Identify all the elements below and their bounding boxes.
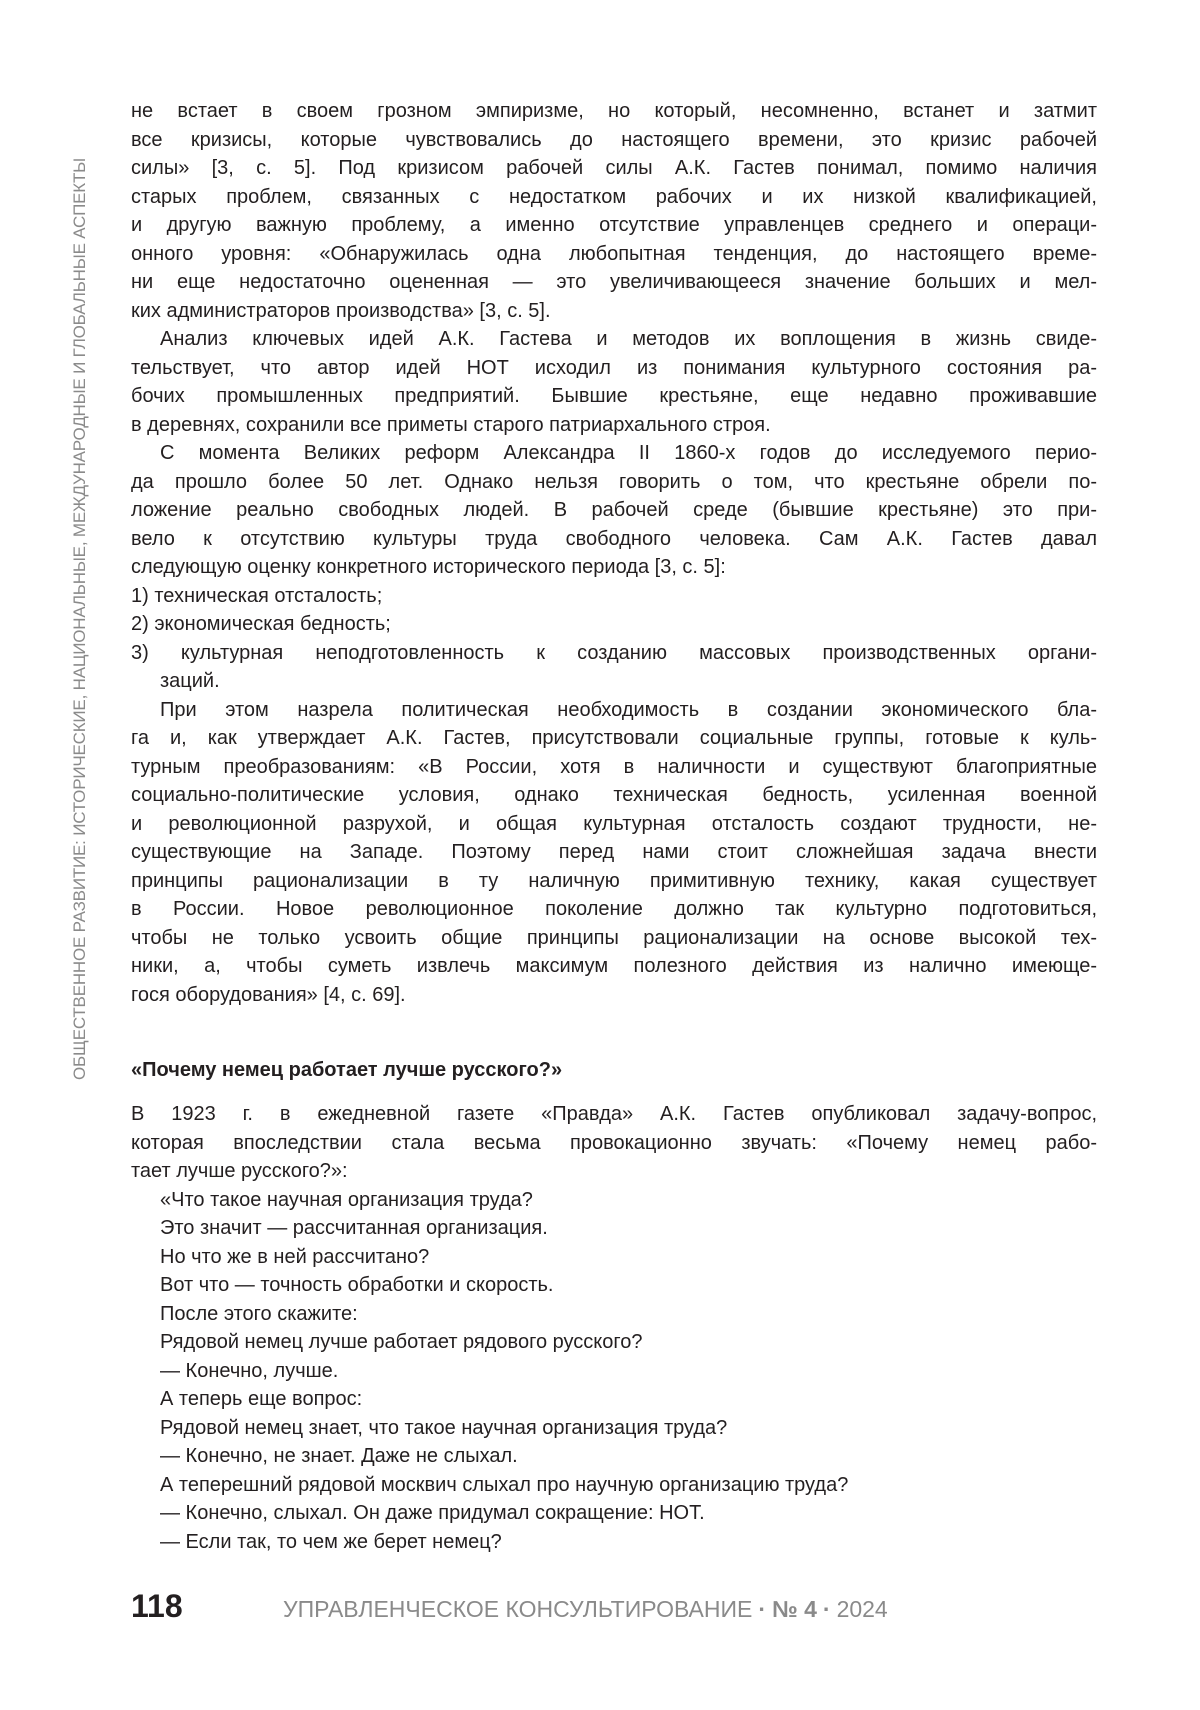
paragraph-line: ких администраторов производства» [3, с. 5].: [131, 297, 1097, 326]
paragraph-line: онного уровня: «Обнаружилась одна любопытная тенденция, до настоящего време-: [131, 240, 1097, 269]
dialogue-line: — Конечно, лучше.: [131, 1357, 1097, 1386]
list-item: 2) экономическая бедность;: [131, 610, 1097, 639]
paragraph-line: в России. Новое революционное поколение должно так культурно подготовиться,: [131, 895, 1097, 924]
paragraph-line: существующие на Западе. Поэтому перед нами стоит сложнейшая задача внести: [131, 838, 1097, 867]
dialogue-line: — Конечно, не знает. Даже не слыхал.: [131, 1442, 1097, 1471]
separator: ·: [758, 1596, 766, 1623]
article-body-bottom: [131, 1100, 1097, 1556]
dialogue-line: Рядовой немец знает, что такое научная организация труда?: [131, 1414, 1097, 1443]
paragraph-line: га и, как утверждает А.К. Гастев, присутствовали социальные группы, готовые к куль-: [131, 724, 1097, 753]
paragraph-line: силы» [3, с. 5]. Под кризисом рабочей силы А.К. Гастев понимал, помимо наличия: [131, 154, 1097, 183]
paragraph-line: следующую оценку конкретного исторического периода [3, с. 5]:: [131, 553, 1097, 582]
paragraph-line: и революционной разрухой, и общая культурная отсталость создают трудности, не-: [131, 810, 1097, 839]
paragraph-line: ники, а, чтобы суметь извлечь максимум полезного действия из налично имеюще-: [131, 952, 1097, 981]
paragraph-line: тельствует, что автор идей НОТ исходил из понимания культурного состояния ра-: [131, 354, 1097, 383]
paragraph-line: в деревнях, сохранили все приметы старого патриархального строя.: [131, 411, 1097, 440]
dialogue-line: — Конечно, слыхал. Он даже придумал сокращение: НОТ.: [131, 1499, 1097, 1528]
dialogue-line: Это значит — рассчитанная организация.: [131, 1214, 1097, 1243]
paragraph-line: Анализ ключевых идей А.К. Гастева и методов их воплощения в жизнь свиде-: [131, 325, 1097, 354]
list-item: 3) культурная неподготовленность к созданию массовых производственных органи-: [131, 639, 1097, 668]
paragraph-line: турным преобразованиям: «В России, хотя в наличности и существуют благоприятные: [131, 753, 1097, 782]
list-item: заций.: [131, 667, 1097, 696]
paragraph-line: не встает в своем грозном эмпиризме, но который, несомненно, встанет и затмит: [131, 97, 1097, 126]
section-heading: «Почему немец работает лучше русского?»: [131, 1056, 562, 1084]
paragraph-line: чтобы не только усвоить общие принципы рационализации на основе высокой тех-: [131, 924, 1097, 953]
paragraph-line: С момента Великих реформ Александра II 1860-х годов до исследуемого перио-: [131, 439, 1097, 468]
dialogue-line: — Если так, то чем же берет немец?: [131, 1528, 1097, 1557]
running-side-header: ОБЩЕСТВЕННОЕ РАЗВИТИЕ: ИСТОРИЧЕСКИЕ, НАЦИОНАЛЬНЫЕ, МЕЖДУНАРОДНЫЕ И ГЛОБАЛЬНЫЕ АСПЕКТЫ: [70, 100, 90, 1080]
dialogue-line: Рядовой немец лучше работает рядового русского?: [131, 1328, 1097, 1357]
page-footer: [131, 1588, 888, 1632]
paragraph-line: социально-политические условия, однако техническая бедность, усиленная военной: [131, 781, 1097, 810]
paragraph-line: вело к отсутствию культуры труда свободного человека. Сам А.К. Гастев давал: [131, 525, 1097, 554]
dialogue-line: После этого скажите:: [131, 1300, 1097, 1329]
dialogue-line: А теперешний рядовой москвич слыхал про научную организацию труда?: [131, 1471, 1097, 1500]
paragraph-line: бочих промышленных предприятий. Бывшие крестьяне, еще недавно проживавшие: [131, 382, 1097, 411]
year: 2024: [837, 1596, 888, 1623]
page-number: 118: [131, 1588, 283, 1625]
issue-number: № 4: [772, 1596, 817, 1623]
dialogue-line: А теперь еще вопрос:: [131, 1385, 1097, 1414]
article-body-top: [131, 97, 1097, 1009]
paragraph-line: старых проблем, связанных с недостатком рабочих и их низкой квалификацией,: [131, 183, 1097, 212]
paragraph-line: тает лучше русского?»:: [131, 1157, 1097, 1186]
dialogue-line: Но что же в ней рассчитано?: [131, 1243, 1097, 1272]
paragraph-line: ни еще недостаточно оцененная — это увеличивающееся значение больших и мел-: [131, 268, 1097, 297]
paragraph-line: и другую важную проблему, а именно отсутствие управленцев среднего и операци-: [131, 211, 1097, 240]
separator: ·: [823, 1596, 831, 1623]
dialogue-line: Вот что — точность обработки и скорость.: [131, 1271, 1097, 1300]
paragraph-line: ложение реально свободных людей. В рабочей среде (бывшие крестьяне) это при-: [131, 496, 1097, 525]
paragraph-line: принципы рационализации в ту наличную примитивную технику, какая существует: [131, 867, 1097, 896]
journal-title: УПРАВЛЕНЧЕСКОЕ КОНСУЛЬТИРОВАНИЕ: [283, 1596, 752, 1623]
list-item: 1) техническая отсталость;: [131, 582, 1097, 611]
paragraph-line: которая впоследствии стала весьма провокационно звучать: «Почему немец рабо-: [131, 1129, 1097, 1158]
paragraph-line: В 1923 г. в ежедневной газете «Правда» А.К. Гастев опубликовал задачу-вопрос,: [131, 1100, 1097, 1129]
dialogue-line: «Что такое научная организация труда?: [131, 1186, 1097, 1215]
paragraph-line: При этом назрела политическая необходимость в создании экономического бла-: [131, 696, 1097, 725]
paragraph-line: все кризисы, которые чувствовались до настоящего времени, это кризис рабочей: [131, 126, 1097, 155]
paragraph-line: гося оборудования» [4, с. 69].: [131, 981, 1097, 1010]
paragraph-line: да прошло более 50 лет. Однако нельзя говорить о том, что крестьяне обрели по-: [131, 468, 1097, 497]
